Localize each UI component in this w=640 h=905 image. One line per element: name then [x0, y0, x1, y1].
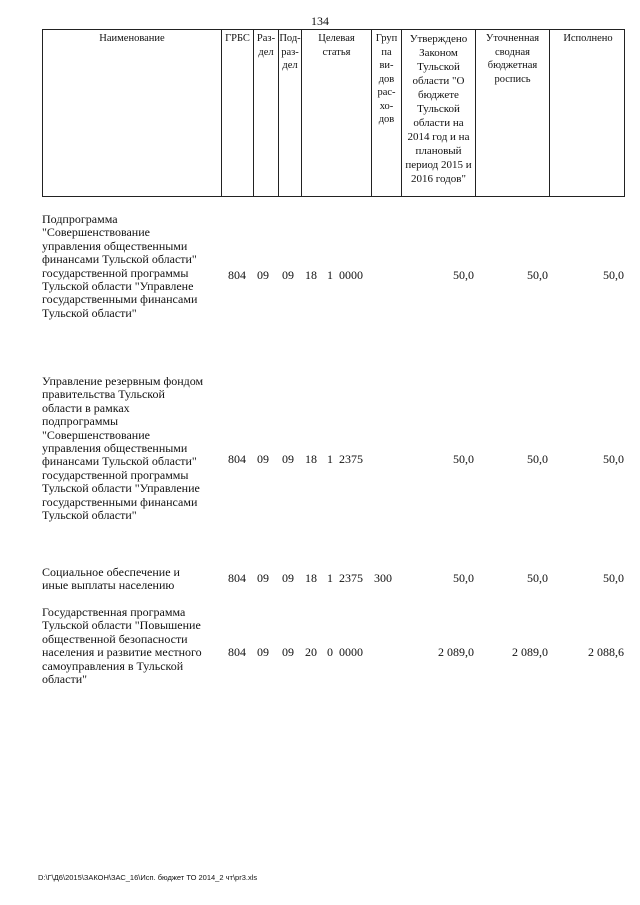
cell-target-3: 0000 — [339, 268, 363, 282]
table-header — [42, 29, 625, 197]
cell-razdel: 09 — [257, 571, 269, 585]
header-grbs: ГРБС — [221, 30, 253, 196]
cell-podrazdel: 09 — [282, 571, 294, 585]
table-row — [42, 213, 632, 323]
cell-group: 300 — [374, 571, 392, 585]
cell-target-1: 20 — [305, 645, 317, 659]
cell-executed: 50,0 — [603, 452, 624, 466]
cell-approved: 50,0 — [453, 571, 474, 585]
header-name: Наименование — [99, 33, 165, 44]
cell-refined: 50,0 — [527, 452, 548, 466]
cell-podrazdel: 09 — [282, 452, 294, 466]
cell-refined: 2 089,0 — [512, 645, 548, 659]
cell-target-2: 1 — [327, 452, 333, 466]
cell-approved: 50,0 — [453, 452, 474, 466]
cell-refined: 50,0 — [527, 268, 548, 282]
header-target-article: Целевая статья — [301, 30, 371, 196]
row-name: Государственная программа Тульской области "Повышение общественной безопасности населения и развитие местного самоуправления в Тульской области" — [42, 605, 202, 687]
row-name: Социальное обеспечение и иные выплаты населению — [42, 565, 180, 593]
table-row — [42, 566, 632, 596]
table-row — [42, 375, 632, 525]
cell-target-1: 18 — [305, 571, 317, 585]
header-approved: Утверждено Законом Тульской области "О бюджете Тульской области на 2014 год и на плановый период 2015 и 2016 годов" — [401, 30, 475, 196]
page-number: 134 — [311, 14, 329, 28]
cell-target-2: 1 — [327, 571, 333, 585]
header-refined: Уточненная сводная бюджетная роспись — [475, 30, 549, 196]
cell-executed: 2 088,6 — [588, 645, 624, 659]
cell-executed: 50,0 — [603, 571, 624, 585]
table-row — [42, 606, 632, 691]
cell-approved: 50,0 — [453, 268, 474, 282]
cell-target-2: 1 — [327, 268, 333, 282]
cell-target-2: 0 — [327, 645, 333, 659]
cell-target-1: 18 — [305, 268, 317, 282]
cell-grbs: 804 — [228, 571, 246, 585]
cell-razdel: 09 — [257, 268, 269, 282]
cell-approved: 2 089,0 — [438, 645, 474, 659]
header-podrazdel: Под- раз- дел — [278, 30, 301, 196]
header-executed: Исполнено — [549, 30, 626, 196]
cell-refined: 50,0 — [527, 571, 548, 585]
file-path-footer: D:\Г\Д6\2015\ЗАКОН\ЗАС_16\Исп. бюджет ТО 2014_2 чт\pr3.xls — [38, 873, 258, 882]
cell-grbs: 804 — [228, 645, 246, 659]
cell-target-3: 0000 — [339, 645, 363, 659]
row-name: Подпрограмма "Совершенствование управления общественными финансами Тульской области" государственной программы Тульской области "Управлене государственными финансами Тульской области" — [42, 212, 198, 320]
cell-target-3: 2375 — [339, 571, 363, 585]
cell-podrazdel: 09 — [282, 645, 294, 659]
cell-target-3: 2375 — [339, 452, 363, 466]
cell-grbs: 804 — [228, 452, 246, 466]
cell-razdel: 09 — [257, 645, 269, 659]
cell-executed: 50,0 — [603, 268, 624, 282]
cell-target-1: 18 — [305, 452, 317, 466]
cell-grbs: 804 — [228, 268, 246, 282]
header-razdel: Раз- дел — [253, 30, 278, 196]
cell-razdel: 09 — [257, 452, 269, 466]
header-expense-group: Груп па ви- дов рас- хо- дов — [371, 30, 401, 196]
row-name: Управление резервным фондом правительства Тульской области в рамках подпрограммы "Совершенствование управления общественными финансами Тульской области" государственной программы Тульской области "Управление государственными финансами Тульской области" — [42, 374, 204, 523]
cell-podrazdel: 09 — [282, 268, 294, 282]
